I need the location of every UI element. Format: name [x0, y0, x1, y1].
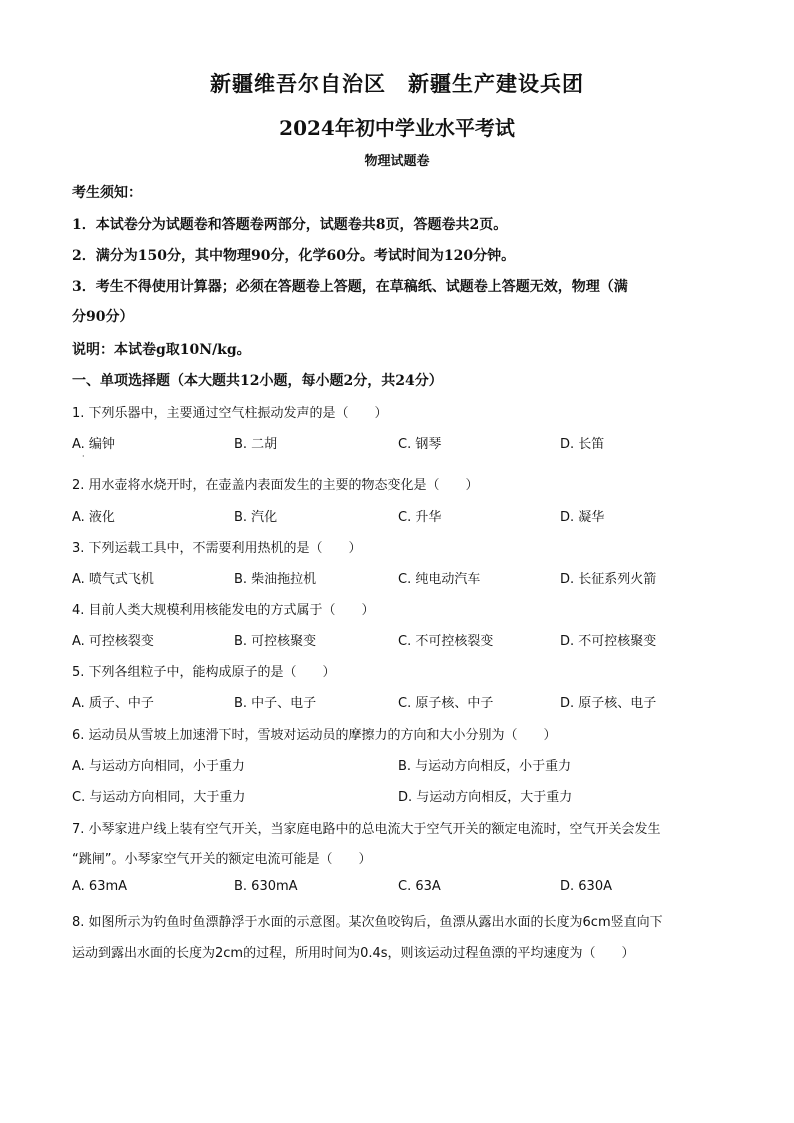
- notice-item-3-line2: 分90分）: [72, 309, 134, 325]
- option-a: A. 喷气式飞机: [72, 572, 154, 587]
- option-a: A. 63mA: [72, 879, 128, 894]
- option-d: D. 长笛: [560, 437, 605, 452]
- option-b: B. 柴油拖拉机: [234, 572, 317, 587]
- option-b: B. 中子、电子: [234, 696, 317, 711]
- question-stem-line2: 运动到露出水面的长度为2cm的过程，所用时间为0.4s，则该运动过程鱼漂的平均速度为（ ）: [72, 946, 635, 961]
- question-stem-line1: 7. 小琴家进户线上装有空气开关，当家庭电路中的总电流大于空气开关的额定电流时，空气开关会发生: [72, 822, 661, 837]
- option-a: A. 液化: [72, 510, 115, 525]
- question-stem: 2. 用水壶将水烧开时，在壶盖内表面发生的主要的物态变化是（ ）: [72, 478, 479, 493]
- stray-dot-mark: ·: [82, 452, 85, 461]
- option-b: B. 汽化: [234, 510, 278, 525]
- option-a: A. 编钟: [72, 437, 115, 452]
- option-b: B. 二胡: [234, 437, 278, 452]
- option-d: D. 630A: [560, 879, 612, 894]
- exam-subject-title: 物理试题卷: [364, 154, 430, 169]
- question-stem: 3. 下列运载工具中，不需要利用热机的是（ ）: [72, 541, 362, 556]
- exam-year-title: 2024年初中学业水平考试: [279, 116, 515, 140]
- notice-item-2: 2．满分为150分，其中物理90分，化学60分。考试时间为120分钟。: [72, 248, 516, 264]
- option-a: A. 与运动方向相同，小于重力: [72, 759, 245, 774]
- question-stem: 4. 目前人类大规模利用核能发电的方式属于（ ）: [72, 603, 375, 618]
- question-stem: 1. 下列乐器中，主要通过空气柱振动发声的是（ ）: [72, 406, 388, 421]
- option-d: D. 与运动方向相反，大于重力: [398, 790, 573, 805]
- option-d: D. 长征系列火箭: [560, 572, 657, 587]
- question-stem: 6. 运动员从雪坡上加速滑下时，雪坡对运动员的摩擦力的方向和大小分别为（ ）: [72, 728, 557, 743]
- notice-heading: 考生须知：: [72, 185, 142, 201]
- question-stem-line2: “跳闸”。小琴家空气开关的额定电流可能是（ ）: [72, 852, 372, 867]
- exam-region-title: 新疆维吾尔自治区 新疆生产建设兵团: [210, 71, 584, 96]
- notice-item-1: 1．本试卷分为试题卷和答题卷两部分，试题卷共8页，答题卷共2页。: [72, 217, 508, 233]
- section-heading: 一、单项选择题（本大题共12小题，每小题2分，共24分）: [72, 373, 443, 389]
- option-b: B. 与运动方向相反，小于重力: [398, 759, 572, 774]
- question-stem-line1: 8. 如图所示为钓鱼时鱼漂静浮于水面的示意图。某次鱼咬钩后，鱼漂从露出水面的长度为6cm竖直向下: [72, 915, 663, 930]
- option-c: C. 原子核、中子: [398, 696, 494, 711]
- option-d: D. 凝华: [560, 510, 605, 525]
- explanation-text: 说明：本试卷g取10N/kg。: [72, 342, 251, 358]
- option-c: C. 纯电动汽车: [398, 572, 481, 587]
- option-c: C. 63A: [398, 879, 441, 894]
- option-d: D. 不可控核聚变: [560, 634, 657, 649]
- option-a: A. 质子、中子: [72, 696, 154, 711]
- option-a: A. 可控核裂变: [72, 634, 154, 649]
- option-c: C. 钢琴: [398, 437, 442, 452]
- option-b: B. 可控核聚变: [234, 634, 317, 649]
- option-d: D. 原子核、电子: [560, 696, 657, 711]
- option-c: C. 升华: [398, 510, 442, 525]
- question-stem: 5. 下列各组粒子中，能构成原子的是（ ）: [72, 665, 336, 680]
- option-b: B. 630mA: [234, 879, 298, 894]
- notice-item-3-line1: 3．考生不得使用计算器；必须在答题卷上答题，在草稿纸、试题卷上答题无效，物理（满: [72, 279, 628, 295]
- option-c: C. 与运动方向相同，大于重力: [72, 790, 246, 805]
- option-c: C. 不可控核裂变: [398, 634, 494, 649]
